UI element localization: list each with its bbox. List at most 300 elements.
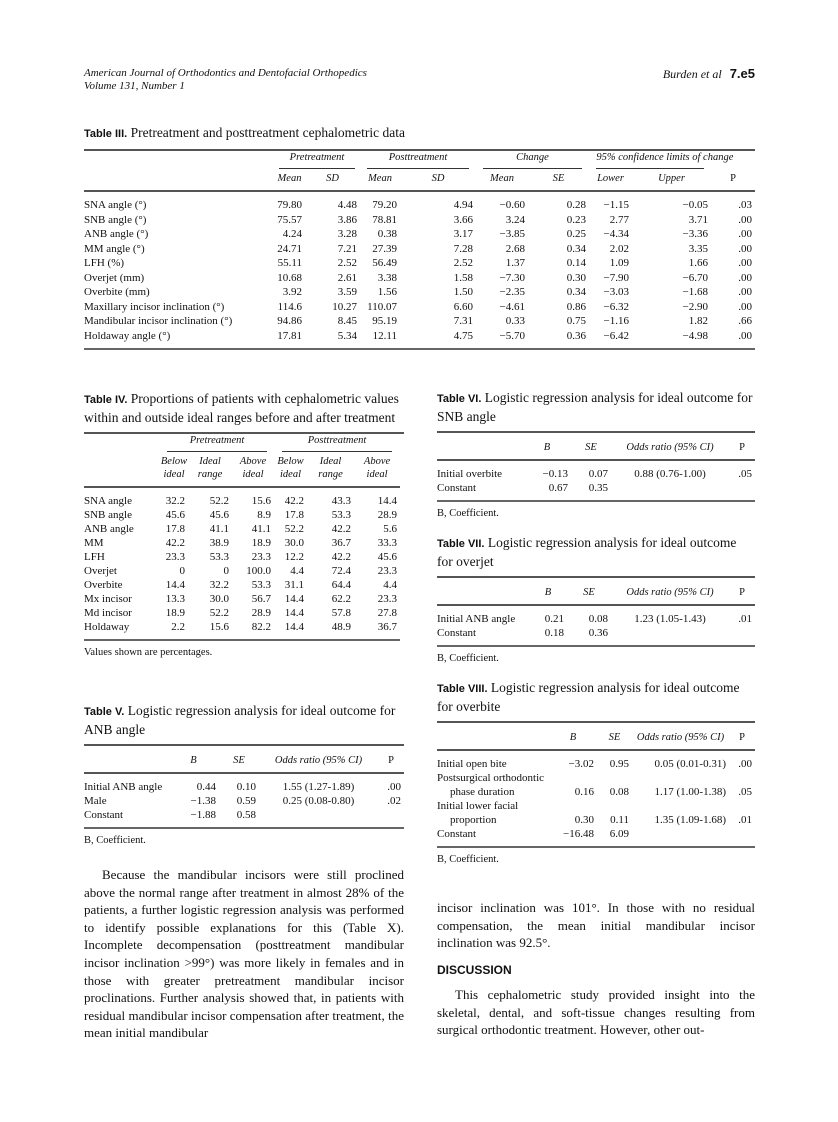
table-row <box>437 750 755 771</box>
cell-value: 38.9 <box>209 537 229 549</box>
column-header-p: P <box>729 433 755 460</box>
table-row <box>84 271 755 286</box>
cell-value: −7.90 <box>603 271 630 284</box>
cell-value: .02 <box>387 795 401 807</box>
cell-value: −1.15 <box>603 199 630 212</box>
cell-value: 14.4 <box>377 495 398 507</box>
cell-value: 1.56 <box>377 286 397 299</box>
cell-value: 0.88 (0.76-1.00) <box>634 468 706 480</box>
table-row <box>84 285 755 300</box>
row-label: proportion <box>450 814 497 826</box>
cell-value: 0 <box>223 565 229 577</box>
cell-value: 14.4 <box>165 579 185 591</box>
table-row <box>84 620 400 640</box>
cell-value: .00 <box>738 758 752 770</box>
cell-value: 0.30 <box>566 271 587 284</box>
cell-value: 18.9 <box>251 537 272 549</box>
table-title <box>84 390 404 426</box>
running-header-right <box>663 67 755 81</box>
cell-value: 55.11 <box>277 257 302 270</box>
cell-value: 1.50 <box>453 286 473 299</box>
cell-value: 75.57 <box>277 213 302 226</box>
row-label: Constant <box>437 626 529 646</box>
cell-value: 18.9 <box>165 607 185 619</box>
cell-value: .00 <box>738 257 753 270</box>
column-header-above-ideal: Above ideal <box>354 455 400 487</box>
group-header <box>589 151 734 172</box>
cell-value: 0.18 <box>529 626 567 646</box>
cell-value: 15.6 <box>188 620 232 640</box>
cell-value: .00 <box>738 242 753 255</box>
cell-value: −4.98 <box>632 329 711 350</box>
column-header-se: SE <box>597 723 632 750</box>
cell-value: 7.21 <box>337 242 357 255</box>
cell-value <box>632 827 729 847</box>
cell-value: 6.60 <box>453 300 473 313</box>
row-label: Overjet <box>84 565 117 577</box>
cell-value: 12.2 <box>284 551 305 563</box>
cell-value <box>611 626 729 646</box>
cell-value: 3.71 <box>688 213 709 226</box>
cell-value: 1.66 <box>688 257 709 270</box>
column-header-se: SE <box>219 746 259 773</box>
group-header-label: Pretreatment <box>167 434 267 452</box>
cell-value: 53.3 <box>251 579 272 591</box>
cell-value: 0.11 <box>610 814 629 826</box>
group-header-row <box>84 151 755 172</box>
row-label: Overjet (mm) <box>84 271 145 284</box>
table-row <box>84 508 400 522</box>
table-title <box>84 702 404 738</box>
column-header-se: SE <box>528 172 589 191</box>
cell-value: 2.61 <box>337 271 357 284</box>
table-caption: Logistic regression analysis for ideal outcome for overjet <box>437 535 737 569</box>
cell-value: 30.0 <box>209 593 229 605</box>
cell-value: 0.67 <box>523 481 571 501</box>
column-header <box>84 172 274 191</box>
column-header-mean: Mean <box>360 172 400 191</box>
group-header-row <box>84 434 400 455</box>
cell-value: 78.81 <box>372 213 397 226</box>
cell-value: .03 <box>738 199 753 212</box>
cell-value: 23.3 <box>377 593 398 605</box>
table-row <box>84 564 400 578</box>
body-paragraph-left: Because the mandibular incisors were still proclined above the normal range after treatment in almost 28% of the patients, a further logistic regression analysis was performed to identify possible explanations for this (Table X). Incomplete decompensation (posttreatment mandibular incisor inclination >99°) was more likely in females and in those with greater pretreatment mandibular incisor proclinations. Further analysis showed that, in patients with residual mandibular incisor compensation after treatment, the mean initial mandibular <box>84 867 404 1041</box>
cell-value: 30.0 <box>284 537 305 549</box>
cell-value: 56.7 <box>251 593 272 605</box>
row-label: Initial open bite <box>437 758 507 770</box>
cell-value: 17.8 <box>165 523 185 535</box>
table-row <box>437 481 755 501</box>
cell-value: 7.28 <box>453 242 473 255</box>
cell-value <box>729 799 755 813</box>
cell-value <box>729 771 755 785</box>
table-vii <box>437 534 755 664</box>
group-header <box>84 434 160 455</box>
table-footnote: B, Coefficient. <box>84 835 146 846</box>
table-footnote: B, Coefficient. <box>437 653 499 664</box>
table-row <box>437 799 755 813</box>
cell-value: −4.34 <box>603 228 630 241</box>
table-title <box>84 124 755 143</box>
cell-value: −2.35 <box>499 286 525 299</box>
cell-value: 1.55 (1.27-1.89) <box>282 781 355 793</box>
cell-value: −0.13 <box>542 468 568 480</box>
cell-value: .00 <box>738 271 753 284</box>
table-caption: Logistic regression analysis for ideal outcome for overbite <box>437 680 740 714</box>
row-label: Holdaway angle (°) <box>84 329 274 350</box>
table-title <box>437 534 755 570</box>
cell-value: 10.27 <box>332 300 357 313</box>
cell-value: −3.85 <box>499 228 525 241</box>
table-row <box>84 536 400 550</box>
cell-value: 0.36 <box>528 329 589 350</box>
column-header-b: B <box>529 578 567 605</box>
table-v <box>84 702 404 846</box>
cell-value <box>378 808 404 828</box>
cell-value: 94.86 <box>277 315 302 328</box>
cell-value: 0.35 <box>571 481 611 501</box>
column-header-upper: Upper <box>632 172 711 191</box>
table-caption: Logistic regression analysis for ideal outcome for SNB angle <box>437 390 753 424</box>
table-iii <box>84 124 755 350</box>
section-heading-discussion: DISCUSSION <box>437 963 512 977</box>
cell-value: 42.2 <box>331 551 352 563</box>
table-viii <box>437 679 755 865</box>
cell-value: 15.6 <box>251 495 272 507</box>
cell-value: 14.4 <box>284 593 305 605</box>
cell-value: 52.2 <box>209 607 229 619</box>
cell-value: 3.17 <box>453 228 473 241</box>
row-label: Maxillary incisor inclination (°) <box>84 300 225 313</box>
group-header-label: Change <box>483 151 582 169</box>
cell-value: 1.17 (1.00-1.38) <box>654 786 726 798</box>
row-label: MM angle (°) <box>84 242 145 255</box>
group-header-label: 95% confidence limits of change <box>596 151 703 169</box>
cell-value: 2.52 <box>337 257 357 270</box>
cell-value: 42.2 <box>165 537 185 549</box>
column-header-lower: Lower <box>589 172 632 191</box>
column-header-mean: Mean <box>274 172 305 191</box>
table-row <box>437 605 755 626</box>
cell-value: 0.38 <box>377 228 397 241</box>
cell-value: 3.86 <box>337 213 357 226</box>
cell-value: −1.68 <box>682 286 709 299</box>
cell-value: 4.48 <box>337 199 357 212</box>
cell-value: 114.6 <box>277 300 302 313</box>
table-row <box>437 813 755 827</box>
cell-value: −0.60 <box>499 199 525 212</box>
cell-value: .01 <box>738 613 752 625</box>
table-row <box>84 522 400 536</box>
cell-value: 95.19 <box>372 315 397 328</box>
table-grid <box>437 578 755 647</box>
cell-value: 0.05 (0.01-0.31) <box>654 758 726 770</box>
cell-value: −3.02 <box>568 758 594 770</box>
column-header-mean: Mean <box>476 172 528 191</box>
column-header-b: B <box>168 746 219 773</box>
cell-value: 56.49 <box>372 257 397 270</box>
cell-value: 3.59 <box>337 286 357 299</box>
row-label: Holdaway <box>84 620 160 640</box>
column-header-below-ideal: Below ideal <box>274 455 307 487</box>
cell-value: 4.75 <box>400 329 476 350</box>
cell-value: −3.36 <box>682 228 709 241</box>
cell-value: −2.90 <box>682 300 709 313</box>
table-label: Table III. <box>84 128 128 140</box>
table-label: Table IV. <box>84 394 128 406</box>
row-label: Constant <box>437 481 523 501</box>
table-row <box>437 827 755 847</box>
cell-value: 14.4 <box>274 620 307 640</box>
cell-value: 3.38 <box>377 271 397 284</box>
cell-value: −0.05 <box>682 199 709 212</box>
row-label: Md incisor <box>84 607 132 619</box>
cell-value: 3.28 <box>337 228 357 241</box>
column-header-row <box>84 172 755 191</box>
cell-value: 0.07 <box>588 468 608 480</box>
cell-value <box>729 827 755 847</box>
cell-value: 27.8 <box>377 607 398 619</box>
journal-volume: Volume 131, Number 1 <box>84 80 185 92</box>
cell-value: 2.68 <box>505 242 525 255</box>
cell-value: −6.42 <box>589 329 632 350</box>
table-vi <box>437 389 755 519</box>
cell-value: 4.4 <box>290 565 305 577</box>
row-label: Male <box>84 795 107 807</box>
cell-value <box>597 771 632 785</box>
column-header-row <box>437 578 755 605</box>
cell-value <box>259 808 378 828</box>
row-label: MM <box>84 537 104 549</box>
table-row <box>84 592 400 606</box>
cell-value: −1.38 <box>190 795 216 807</box>
column-header <box>437 723 549 750</box>
cell-value: 0.75 <box>566 315 587 328</box>
cell-value: 32.2 <box>165 495 185 507</box>
cell-value: 42.2 <box>284 495 305 507</box>
cell-value: 17.8 <box>284 509 305 521</box>
group-header <box>360 151 476 172</box>
column-header <box>437 433 523 460</box>
column-header-odds-ratio-95-ci: Odds ratio (95% CI) <box>259 746 378 773</box>
cell-value: −6.32 <box>603 300 630 313</box>
cell-value: 0.14 <box>566 257 587 270</box>
cell-value: 1.58 <box>453 271 473 284</box>
cell-value: 0.34 <box>566 286 587 299</box>
cell-value <box>611 481 729 501</box>
cell-value: .00 <box>387 781 401 793</box>
row-label: Mandibular incisor inclination (°) <box>84 315 233 328</box>
column-header-p: P <box>711 172 755 191</box>
cell-value: 1.82 <box>688 315 709 328</box>
cell-value: 0.33 <box>505 315 525 328</box>
cell-value: −1.16 <box>603 315 630 328</box>
column-header-sd: SD <box>400 172 476 191</box>
cell-value: 1.37 <box>505 257 525 270</box>
row-label: Constant <box>437 827 549 847</box>
table-grid <box>437 433 755 502</box>
cell-value: 57.8 <box>331 607 352 619</box>
cell-value: 52.2 <box>284 523 305 535</box>
cell-value: 7.31 <box>453 315 473 328</box>
cell-value: −16.48 <box>549 827 597 847</box>
group-header <box>160 434 274 455</box>
cell-value: 8.45 <box>337 315 357 328</box>
cell-value: 1.35 (1.09-1.68) <box>654 814 726 826</box>
table-label: Table VI. <box>437 393 482 405</box>
table-row <box>437 460 755 481</box>
cell-value: 33.3 <box>377 537 398 549</box>
cell-value: 0.58 <box>219 808 259 828</box>
column-header <box>84 455 160 487</box>
journal-name: American Journal of Orthodontics and Dentofacial Orthopedics <box>84 67 367 79</box>
cell-value: 79.80 <box>277 199 302 212</box>
table-row <box>84 487 400 508</box>
cell-value: 62.2 <box>331 593 352 605</box>
table-row <box>84 773 404 794</box>
table-title <box>437 679 755 715</box>
column-header-row <box>437 433 755 460</box>
table-row <box>84 808 404 828</box>
cell-value: 82.2 <box>232 620 274 640</box>
cell-value: −6.70 <box>682 271 709 284</box>
table-row <box>437 785 755 799</box>
cell-value: 41.1 <box>251 523 272 535</box>
cell-value <box>632 799 729 813</box>
row-label: Initial ANB angle <box>437 613 516 625</box>
row-label: SNA angle <box>84 495 132 507</box>
cell-value: 23.3 <box>377 565 398 577</box>
column-header-row <box>84 746 404 773</box>
column-header <box>437 578 529 605</box>
cell-value: 0.44 <box>196 781 216 793</box>
table-row <box>84 300 755 315</box>
table-caption: Logistic regression analysis for ideal outcome for ANB angle <box>84 703 396 737</box>
cell-value: 28.9 <box>251 607 272 619</box>
cell-value: 0.08 <box>588 613 608 625</box>
cell-value: 32.2 <box>209 579 229 591</box>
cell-value: 0.59 <box>236 795 256 807</box>
cell-value: 53.3 <box>331 509 352 521</box>
cell-value: 1.09 <box>609 257 630 270</box>
cell-value <box>632 771 729 785</box>
column-header-odds-ratio-95-ci: Odds ratio (95% CI) <box>611 578 729 605</box>
cell-value: 100.0 <box>246 565 272 577</box>
cell-value: 45.6 <box>377 551 398 563</box>
cell-value: −3.03 <box>603 286 630 299</box>
table-footnote: Values shown are percentages. <box>84 647 213 658</box>
cell-value: 3.66 <box>453 213 473 226</box>
cell-value: 2.52 <box>453 257 473 270</box>
cell-value: −4.61 <box>499 300 525 313</box>
table-caption: Pretreatment and posttreatment cephalometric data <box>130 125 405 140</box>
table-row <box>437 771 755 785</box>
cell-value: 13.3 <box>165 593 185 605</box>
cell-value: 0.25 (0.08-0.80) <box>282 795 355 807</box>
row-label: Overbite <box>84 579 123 591</box>
cell-value: .66 <box>738 315 753 328</box>
row-label: ANB angle (°) <box>84 228 149 241</box>
cell-value <box>729 626 755 646</box>
cell-value: 53.3 <box>209 551 229 563</box>
cell-value: 36.7 <box>354 620 400 640</box>
table-row <box>437 626 755 646</box>
table-row <box>84 256 755 271</box>
cell-value: 23.3 <box>165 551 185 563</box>
cell-value: 0.86 <box>566 300 587 313</box>
cell-value: 0.30 <box>574 814 594 826</box>
table-row <box>84 213 755 228</box>
column-header-ideal-range: Ideal range <box>307 455 354 487</box>
row-label: LFH <box>84 551 105 563</box>
cell-value: 0.95 <box>609 758 629 770</box>
cell-value: 0.21 <box>544 613 564 625</box>
table-footnote: B, Coefficient. <box>437 508 499 519</box>
cell-value: 52.2 <box>209 495 229 507</box>
cell-value: 2.02 <box>609 242 630 255</box>
column-header-p: P <box>729 578 755 605</box>
cell-value: .05 <box>738 786 752 798</box>
row-label: SNB angle <box>84 509 132 521</box>
cell-value: −5.70 <box>476 329 528 350</box>
cell-value: 1.23 (1.05-1.43) <box>634 613 706 625</box>
cell-value: 10.68 <box>277 271 302 284</box>
column-header-p: P <box>729 723 755 750</box>
table-label: Table V. <box>84 706 125 718</box>
column-header-odds-ratio-95-ci: Odds ratio (95% CI) <box>611 433 729 460</box>
row-label: Constant <box>84 808 168 828</box>
column-header-row <box>84 455 400 487</box>
cell-value: −7.30 <box>499 271 525 284</box>
cell-value: 0.08 <box>609 786 629 798</box>
column-header-above-ideal: Above ideal <box>232 455 274 487</box>
cell-value: 48.9 <box>307 620 354 640</box>
column-header-se: SE <box>571 433 611 460</box>
row-label: Postsurgical orthodontic <box>437 772 545 784</box>
cell-value: 72.4 <box>331 565 352 577</box>
cell-value: 2.2 <box>160 620 188 640</box>
cell-value: 41.1 <box>209 523 229 535</box>
column-header-sd: SD <box>305 172 360 191</box>
row-label: LFH (%) <box>84 257 125 270</box>
column-header-below-ideal: Below ideal <box>160 455 188 487</box>
cell-value: 0.28 <box>566 199 587 212</box>
cell-value: 0.16 <box>574 786 594 798</box>
row-label: SNA angle (°) <box>84 199 147 212</box>
table-row <box>84 606 400 620</box>
cell-value: 3.92 <box>282 286 302 299</box>
cell-value: .05 <box>738 468 752 480</box>
column-header-b: B <box>549 723 597 750</box>
cell-value: 0.10 <box>236 781 256 793</box>
column-header-p: P <box>378 746 404 773</box>
table-iv <box>84 390 404 658</box>
cell-value: .00 <box>738 286 753 299</box>
table-row <box>84 314 755 329</box>
cell-value: 5.6 <box>383 523 398 535</box>
cell-value: 17.81 <box>274 329 305 350</box>
column-header-odds-ratio-95-ci: Odds ratio (95% CI) <box>632 723 729 750</box>
cell-value: −1.88 <box>168 808 219 828</box>
cell-value: 0.25 <box>566 228 587 241</box>
table-title <box>437 389 755 425</box>
row-label: phase duration <box>450 786 515 798</box>
table-grid <box>84 151 755 350</box>
cell-value: 42.2 <box>331 523 352 535</box>
cell-value: .00 <box>738 228 753 241</box>
row-label: Initial ANB angle <box>84 781 163 793</box>
